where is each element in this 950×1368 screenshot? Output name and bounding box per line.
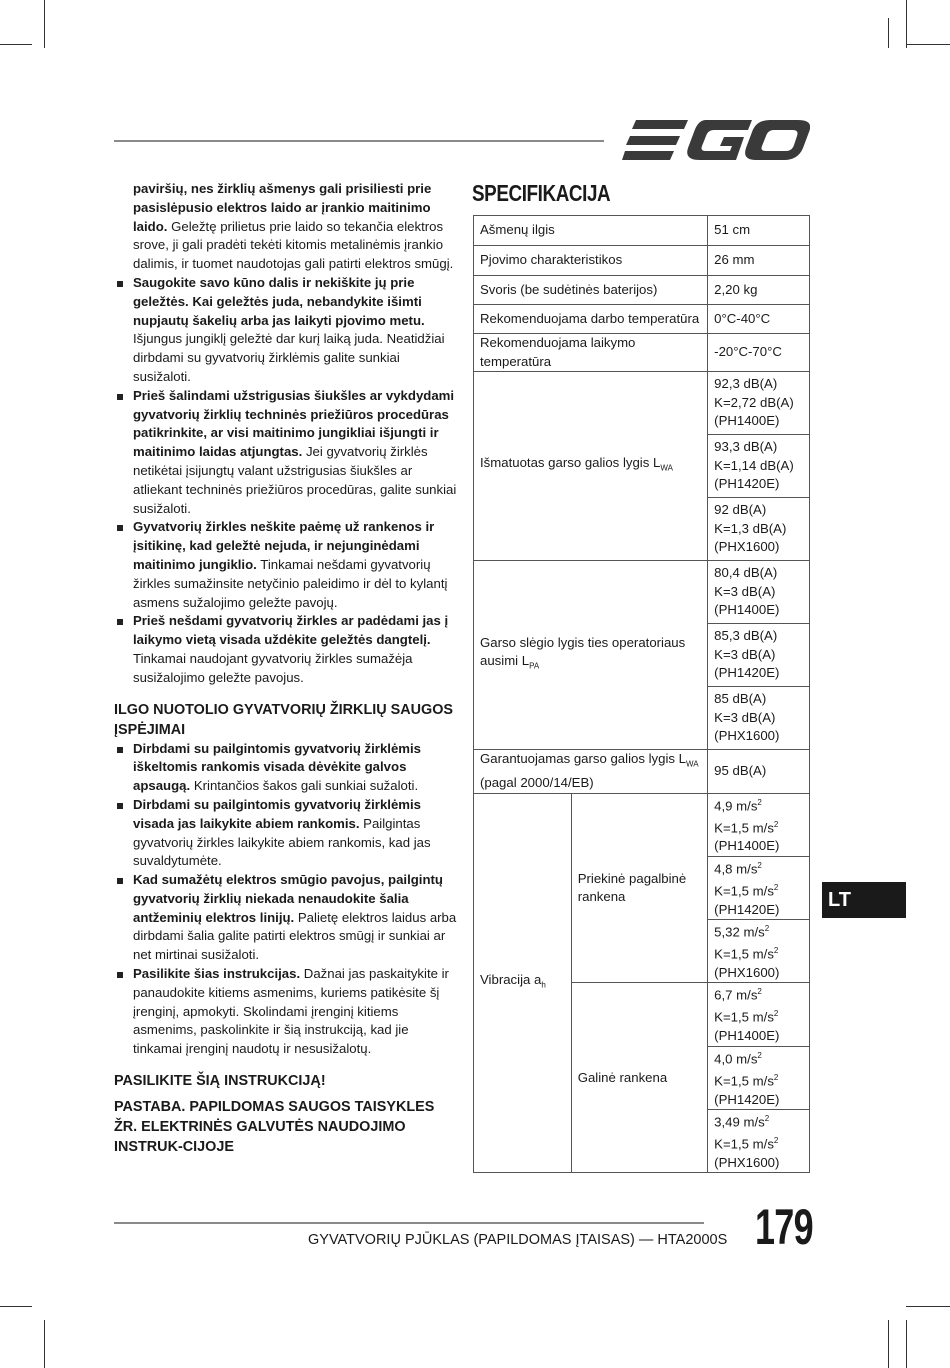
crop-mark [906, 1306, 950, 1307]
keep-instructions-heading: PASILIKITE ŠIĄ INSTRUKCIJĄ! [114, 1073, 326, 1090]
bullet-bold: Kad sumažėtų elektros smūgio pavojus, pailgintų gyvatvorių žirklių niekada nenaudokite šalia antžeminių elektros linijų. [133, 872, 443, 925]
footer-rule [114, 1222, 704, 1224]
superscript: 2 [773, 819, 779, 829]
bullet-text: Dažnai jas paskaitykite ir panaudokite kitiems asmenims, kuriems patikėsite šį įrenginį, apmokyti. Skolindami įrenginį kitiems asmenims, paskolinkite ir šią instrukciją, kad jie tinkamai įrenginį naudotų ir nesusižalotų. [133, 966, 449, 1057]
table-row [474, 793, 810, 856]
bullet-bold: Saugokite savo kūno dalis ir nekiškite jų prie geležtės. Kai geležtės juda, nebandykite išimti nupjautų šakelių arba jas laikyti pjovimo metu. [133, 274, 425, 328]
spec-value [708, 498, 810, 561]
table-row [474, 334, 810, 372]
value-line: (PH1400E) [714, 838, 780, 854]
superscript: 2 [757, 1050, 762, 1060]
superscript: 2 [764, 1114, 770, 1124]
bullet-bold: Prieš nešdami gyvatvorių žirkles ar padėdami jas į laikymo vietą visada uždėkite geležtės dangtelį. [133, 613, 449, 648]
spec-value: -20°C-70°C [708, 334, 810, 372]
crop-mark [0, 44, 32, 45]
spec-value [708, 1046, 810, 1109]
bullet-square-icon [117, 878, 123, 884]
bullet-item [114, 612, 459, 687]
safety-text-column [114, 180, 459, 1157]
spec-label [474, 793, 572, 1173]
subscript: PA [529, 661, 540, 671]
value-line: K=1,5 m/s [714, 819, 774, 835]
ego-logo [622, 118, 810, 162]
spec-title: SPECIFIKACIJA [472, 180, 611, 206]
spec-value: 51 cm [708, 216, 810, 246]
value-line: (PHX1600) [714, 1154, 780, 1170]
vibration-label: Vibracija a [480, 971, 542, 987]
superscript: 2 [773, 1072, 779, 1082]
spec-value [708, 624, 810, 687]
bullet-square-icon [117, 972, 123, 978]
spec-value: 0°C-40°C [708, 305, 810, 334]
bullet-bold: Prieš šalindami užstrigusias šiukšles ar vykdydami gyvatvorių žirklių techninės priežiūros procedūras patikrinkite, ar visi maitinimo jungikliai išjungti ir maitinimo laidas atjungtas. [133, 387, 455, 460]
value-line: K=1,5 m/s [714, 1009, 774, 1025]
table-row [474, 216, 810, 246]
spec-label: Svoris (be sudėtinės baterijos) [474, 276, 708, 305]
value-line: K=3 dB(A) [714, 646, 776, 662]
crop-mark [888, 18, 889, 48]
subscript: WA [685, 759, 699, 769]
value-line: (PH1420E) [714, 476, 780, 492]
bullet-text: Išjungus jungiklį geležtė dar kurį laiką juda. Neatidžiai dirbdami su gyvatvorių žirklėmis galite sunkiai susižaloti. [133, 331, 445, 384]
spec-label: Ašmenų ilgis [474, 216, 708, 246]
note-heading: PASTABA. PAPILDOMAS SAUGOS TAISYKLES ŽR. ELEKTRINĖS GALVUTĖS NAUDOJIMO INSTRUK-CIJOJE [114, 1099, 435, 1156]
language-tab: LT [822, 882, 906, 918]
bullet-square-icon [117, 803, 123, 809]
value-line: K=1,5 m/s [714, 1136, 774, 1152]
spec-value [708, 435, 810, 498]
value-line: (PHX1600) [714, 539, 780, 555]
handle-label: Priekinė pagalbinė rankena [571, 793, 707, 983]
bullet-item [114, 518, 459, 612]
value-line: 3,49 m/s [714, 1114, 765, 1130]
bullet-item [114, 796, 459, 871]
value-line: (PH1420E) [714, 665, 780, 681]
bullet-bold: Dirbdami su pailgintomis gyvatvorių žirklėmis iškeltomis rankomis visada dėvėkite galvos apsaugą. [133, 740, 422, 794]
superscript: 2 [773, 946, 779, 956]
crop-mark [888, 1320, 889, 1368]
bullet-text: Tinkamai naudojant gyvatvorių žirkles sumažėja susižalojimo geležte pavojus. [133, 650, 413, 685]
subscript: WA [660, 463, 673, 473]
bullet-bold: Dirbdami su pailgintomis gyvatvorių žirklėmis visada jas laikykite abiem rankomis. [133, 796, 422, 831]
subscript: h [541, 980, 546, 990]
spec-label: Pjovimo charakteristikos [474, 246, 708, 276]
bullet-item [114, 871, 459, 965]
value-line: (PH1400E) [714, 413, 780, 429]
spec-label [474, 561, 708, 750]
spec-value [708, 983, 810, 1046]
spec-value [708, 1110, 810, 1173]
value-line: 4,9 m/s [714, 798, 758, 814]
spec-value [708, 793, 810, 856]
value-line: K=1,5 m/s [714, 946, 774, 962]
value-line: 92 dB(A) [714, 502, 767, 518]
value-line: K=1,5 m/s [714, 1073, 774, 1089]
value-line: K=1,14 dB(A) [714, 457, 794, 473]
value-line: 85 dB(A) [714, 691, 767, 707]
bullet-square-icon [117, 747, 123, 753]
value-line: (PH1420E) [714, 901, 780, 917]
bullet-bold: Gyvatvorių žirkles neškite paėmę už rankenos ir įsitikinę, kad geležtė nejuda, ir nejunginėdami maitinimo jungiklio. [133, 519, 435, 572]
footer-text: GYVATVORIŲ PJŪKLAS (PAPILDOMAS ĮTAISAS) — HTA2000S [308, 1232, 728, 1248]
crop-mark [906, 1320, 907, 1368]
guaranteed-label: Garantuojamas garso galios lygis L [480, 751, 686, 766]
crop-mark [906, 44, 950, 45]
bullet-square-icon [117, 394, 123, 400]
spec-value [708, 687, 810, 750]
intro-bold: paviršių, nes žirklių ašmenys gali prisiliesti prie pasislėpusio elektros laido ar įrankio maitinimo laido. [133, 181, 432, 234]
value-line: 80,4 dB(A) [714, 565, 778, 581]
spec-table [473, 215, 810, 1173]
bullet-item [114, 274, 459, 387]
spec-label [474, 750, 708, 794]
spec-value [708, 856, 810, 919]
table-row [474, 561, 810, 624]
value-line: 85,3 dB(A) [714, 628, 778, 644]
intro-text: Geležtę prilietus prie laido so tekančia elektros srove, ji gali pradėti tekėti kitomis metalinėmis įrankio dalimis, ir tuomet naudotojas gali patirti elektros smūgį. [133, 218, 454, 272]
value-line: 4,0 m/s [714, 1051, 758, 1067]
spec-value [708, 372, 810, 435]
spec-label [474, 372, 708, 561]
bullet-square-icon [117, 281, 123, 287]
value-line: K=3 dB(A) [714, 583, 776, 599]
sound-pressure-label: Garso slėgio lygis ties operatoriaus ausimi L [480, 634, 686, 669]
bullet-bold: Pasilikite šias instrukcijas. [133, 966, 301, 982]
value-line: 6,7 m/s [714, 987, 758, 1003]
crop-mark [906, 0, 907, 48]
bullet-text: Pailgintas gyvatvorių žirkles laikykite abiem rankomis, kad jas suvaldytumėte. [133, 815, 431, 869]
spec-value [708, 561, 810, 624]
bullet-item [114, 387, 459, 519]
value-line: K=2,72 dB(A) [714, 394, 794, 410]
bullet-text: Tinkamai nešdami gyvatvorių žirkles sumažinsite netyčinio paleidimo ir dėl to kylantį asmens sužalojimo geležte pavojų. [133, 556, 448, 610]
value-line: K=1,3 dB(A) [714, 520, 787, 536]
crop-mark [0, 1306, 32, 1307]
superscript: 2 [773, 1135, 779, 1145]
bullet-text: Krintančios šakos gali sunkiai sužaloti. [190, 778, 419, 794]
header-rule [114, 140, 604, 142]
superscript: 2 [757, 797, 762, 807]
crop-mark [44, 1320, 45, 1368]
value-line: 4,8 m/s [714, 861, 758, 877]
table-row [474, 246, 810, 276]
value-line: (PH1400E) [714, 1028, 780, 1044]
sound-power-label: Išmatuotas garso galios lygis L [480, 454, 661, 470]
superscript: 2 [757, 987, 762, 997]
bullet-item [114, 965, 459, 1059]
bullet-text: Palietę elektros laidus arba dirbdami šalia galite patirti elektros smūgį ir sunkiai ar net mirtinai susižaloti. [133, 909, 457, 963]
guaranteed-label-line2: (pagal 2000/14/EB) [480, 775, 594, 791]
bullet-square-icon [117, 525, 123, 531]
bullet-square-icon [117, 619, 123, 625]
table-row [474, 750, 810, 794]
value-line: (PHX1600) [714, 728, 780, 744]
table-row [474, 276, 810, 305]
value-line: 5,32 m/s [714, 924, 765, 940]
crop-mark [44, 0, 45, 48]
value-line: (PH1420E) [714, 1091, 780, 1107]
spec-label: Rekomenduojama darbo temperatūra [474, 305, 708, 334]
superscript: 2 [773, 882, 779, 892]
bullet-item [114, 740, 459, 796]
superscript: 2 [773, 1009, 779, 1019]
value-line: 92,3 dB(A) [714, 376, 778, 392]
superscript: 2 [757, 860, 762, 870]
value-line: K=1,5 m/s [714, 883, 774, 899]
spec-value: 95 dB(A) [708, 750, 810, 794]
value-line: 93,3 dB(A) [714, 439, 778, 455]
spec-label: Rekomenduojama laikymo temperatūra [474, 334, 708, 372]
bullet-text: Jei gyvatvorių žirklės netikėtai įsijungtų valant užstrigusias šiukšles ar atliekant techninės priežiūros procedūras, galite sunkiai susižaloti. [133, 444, 457, 516]
value-line: (PH1400E) [714, 602, 780, 618]
table-row [474, 305, 810, 334]
table-row [474, 372, 810, 435]
page-number: 179 [755, 1199, 813, 1255]
intro-paragraph [114, 180, 459, 274]
spec-value [708, 920, 810, 983]
spec-value: 26 mm [708, 246, 810, 276]
value-line: K=3 dB(A) [714, 709, 776, 725]
spec-value: 2,20 kg [708, 276, 810, 305]
handle-label: Galinė rankena [571, 983, 707, 1173]
superscript: 2 [764, 924, 770, 934]
section-heading: ILGO NUOTOLIO GYVATVORIŲ ŽIRKLIŲ SAUGOS ĮSPĖJIMAI [114, 701, 453, 738]
value-line: (PHX1600) [714, 964, 780, 980]
